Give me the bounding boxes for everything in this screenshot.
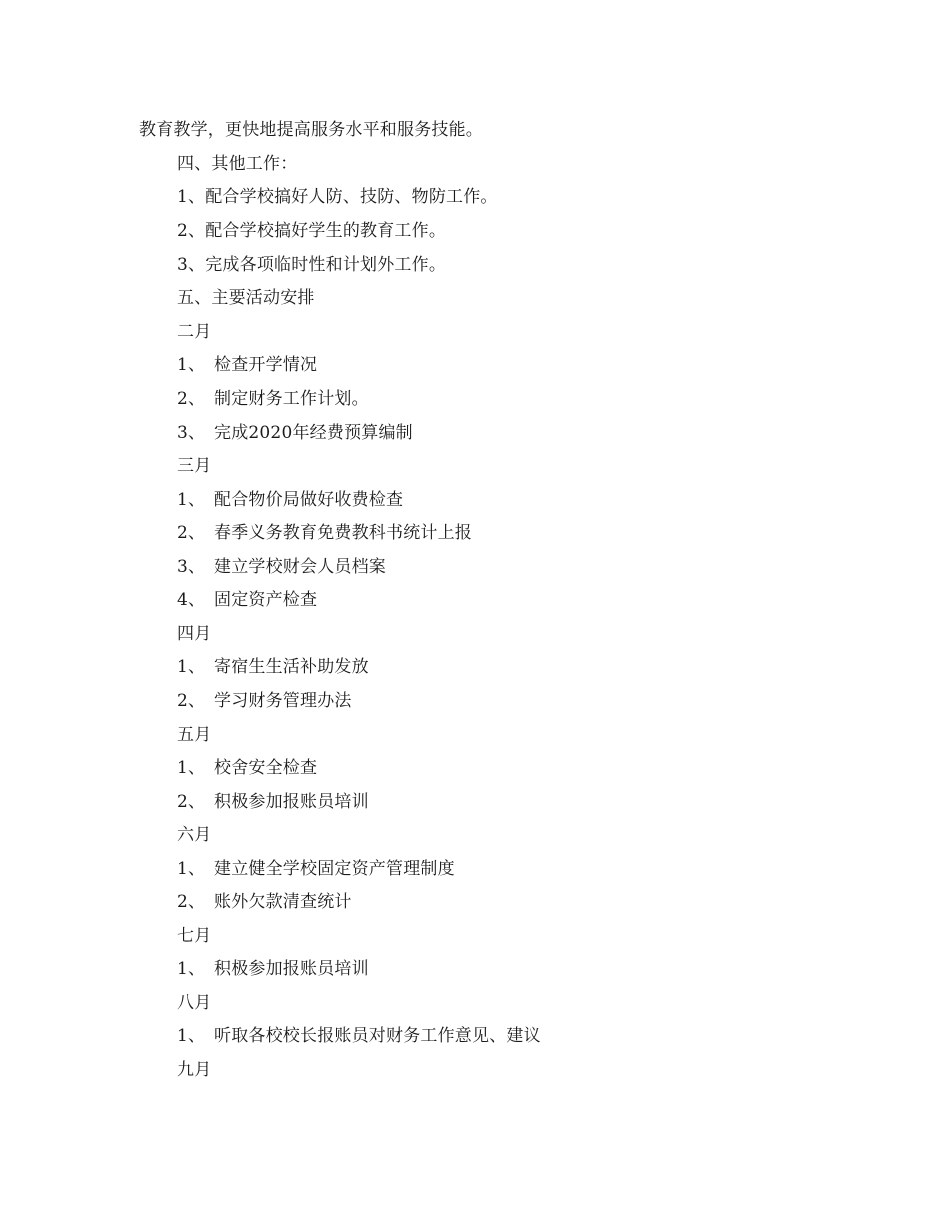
item-number: 1、 xyxy=(177,1026,206,1046)
list-item xyxy=(177,891,352,913)
item-text: 春季义务教育免费教科书统计上报 xyxy=(214,523,472,543)
list-item xyxy=(177,589,317,611)
item-text: 账外欠款清查统计 xyxy=(214,892,352,912)
item-text: 建立健全学校固定资产管理制度 xyxy=(214,859,455,879)
list-item xyxy=(177,388,369,410)
month-heading: 八月 xyxy=(177,993,212,1013)
list-item xyxy=(177,858,455,880)
section-five-heading: 五、主要活动安排 xyxy=(177,288,315,308)
item-text: 学习财务管理办法 xyxy=(214,691,352,711)
item-text: 完成2020年经费预算编制 xyxy=(214,423,413,443)
item-number: 3、 xyxy=(177,423,206,443)
item-text: 检查开学情况 xyxy=(214,355,318,375)
item-text: 积极参加报账员培训 xyxy=(214,959,369,979)
list-item xyxy=(177,522,472,544)
list-item xyxy=(177,489,403,511)
list-item xyxy=(177,354,317,376)
item-number: 1、 xyxy=(177,490,206,510)
month-heading: 四月 xyxy=(177,624,212,644)
list-item xyxy=(177,656,369,678)
item-text: 寄宿生生活补助发放 xyxy=(214,657,369,677)
month-heading: 九月 xyxy=(177,1060,212,1080)
month-heading: 三月 xyxy=(177,456,212,476)
section-four-heading: 四、其他工作： xyxy=(177,154,298,174)
item-number: 2、 xyxy=(177,389,206,409)
item-text: 校舍安全检查 xyxy=(214,758,318,778)
section-four-item: 1、配合学校搞好人防、技防、物防工作。 xyxy=(177,187,498,207)
item-number: 4、 xyxy=(177,590,206,610)
item-number: 2、 xyxy=(177,892,206,912)
item-text: 固定资产检查 xyxy=(214,590,318,610)
item-number: 1、 xyxy=(177,758,206,778)
list-item xyxy=(177,757,317,779)
item-number: 1、 xyxy=(177,859,206,879)
item-number: 3、 xyxy=(177,557,206,577)
month-heading: 五月 xyxy=(177,725,212,745)
item-number: 2、 xyxy=(177,792,206,812)
item-number: 2、 xyxy=(177,691,206,711)
list-item xyxy=(177,690,352,712)
list-item xyxy=(177,422,413,444)
section-four-item: 2、配合学校搞好学生的教育工作。 xyxy=(177,221,447,241)
item-number: 2、 xyxy=(177,523,206,543)
item-text: 建立学校财会人员档案 xyxy=(214,557,386,577)
month-heading: 七月 xyxy=(177,926,212,946)
list-item xyxy=(177,791,369,813)
item-number: 1、 xyxy=(177,657,206,677)
list-item xyxy=(177,958,369,980)
list-item xyxy=(177,556,386,578)
continuation-paragraph: 教育教学，更快地提高服务水平和服务技能。 xyxy=(139,120,483,140)
month-heading: 二月 xyxy=(177,322,212,342)
section-four-item: 3、完成各项临时性和计划外工作。 xyxy=(177,255,447,275)
item-text: 制定财务工作计划。 xyxy=(214,389,369,409)
month-heading: 六月 xyxy=(177,825,212,845)
list-item xyxy=(177,1025,541,1047)
item-number: 1、 xyxy=(177,959,206,979)
item-text: 听取各校校长报账员对财务工作意见、建议 xyxy=(214,1026,541,1046)
item-number: 1、 xyxy=(177,355,206,375)
item-text: 积极参加报账员培训 xyxy=(214,792,369,812)
item-text: 配合物价局做好收费检查 xyxy=(214,490,404,510)
